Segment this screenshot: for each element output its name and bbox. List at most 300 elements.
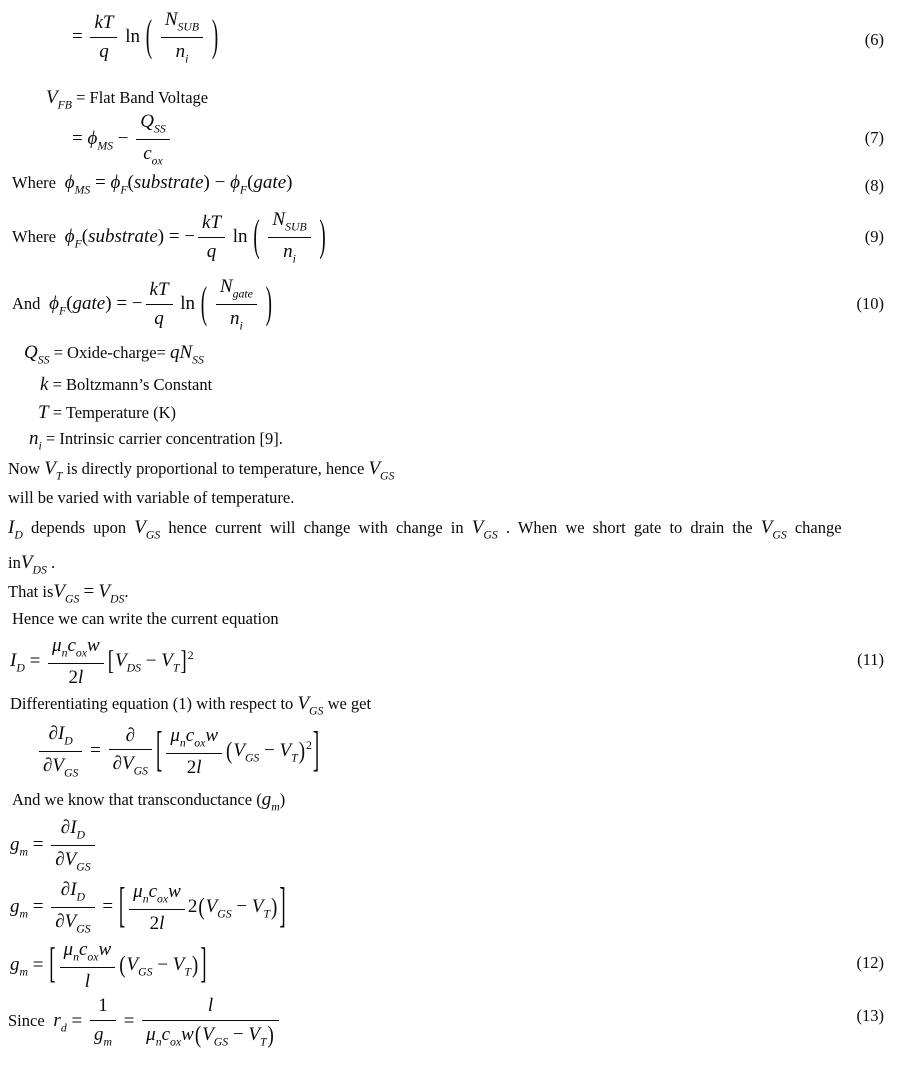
gate-word: gate [72,292,106,314]
subscript: T [172,661,180,675]
numerator [136,110,170,139]
variable: g [261,789,272,810]
variable: Q [24,342,38,363]
right-bracket: ] [180,646,187,677]
subscript: ox [157,891,169,905]
denominator [39,751,82,781]
left-paren: ( [226,737,233,765]
flat-band-voltage-definition [46,86,208,113]
variable-ni [29,428,42,453]
subscript: m [271,800,280,814]
partial-symbol: ∂ [60,879,71,900]
variable: V [279,739,292,761]
subscript: DS [109,592,125,606]
variable: g [93,1023,104,1045]
equation-11 [10,634,194,690]
numerator [48,634,104,663]
variable: c [78,939,88,960]
equals-sign: = [72,25,83,47]
right-paren: ) [265,278,272,329]
equals-sign: = [32,895,44,917]
subscript: D [64,734,73,748]
left-paren: ( [145,11,153,62]
subscript: GS [138,965,153,979]
variable: V [205,895,218,917]
numerator [216,275,257,304]
subscript: ox [87,950,99,964]
denominator: q [198,237,225,264]
number: 2 [186,756,197,778]
variable: V [115,650,127,672]
variable-vgs [134,517,161,542]
text: hence current will change with change in [168,518,464,537]
variable: V [248,1023,260,1045]
right-paren: ) [157,225,165,247]
where-label: Where [12,173,56,192]
minus-sign: − [236,895,248,917]
subscript: FB [57,98,72,112]
variable-id [10,650,25,675]
denominator [136,139,170,169]
left-paren: ( [119,952,126,979]
numerator [268,208,310,237]
subscript: SS [153,122,166,136]
numerator: kT [94,12,114,34]
variable-qnss [169,342,204,367]
equation-10 [12,275,273,334]
subscript: T [184,965,191,979]
numerator: 1 [98,995,108,1016]
variable-vds [20,552,47,577]
minus-sign: − [264,739,275,761]
mu-symbol: μ [146,1023,156,1045]
intrinsic-concentration-definition [29,427,283,454]
left-bracket: [ [49,941,56,989]
subscript: n [73,950,79,964]
fraction-kT-over-q [90,11,117,64]
numerator [129,880,185,909]
subscript: GS [380,469,395,483]
variable: V [122,753,134,775]
since-label: Since [8,1011,45,1031]
paragraph-will-be-varied [8,488,294,509]
text: in [8,553,21,572]
subscript: i [239,319,243,333]
variable: w [87,635,100,656]
right-paren: ) [191,952,199,979]
variable-phi-f [64,225,82,251]
variable: g [10,895,20,917]
subscript: F [74,237,82,251]
variable: n [29,428,39,449]
subscript: ox [151,154,163,168]
equation-number-8: (8) [864,176,884,195]
fraction-mucoxw-over-2l [166,724,222,780]
variable: V [161,650,173,672]
right-paren: ) [211,11,219,62]
variable-id [8,517,23,542]
variable-vgs [53,581,80,606]
minus-sign: − [184,225,196,247]
left-paren: ( [253,211,260,262]
denominator: q [146,304,173,331]
partial-symbol: ∂ [55,849,65,871]
fraction-dId-over-dVgs [39,722,82,781]
variable: I [70,879,77,900]
denominator [129,909,185,936]
variable: w [98,939,112,960]
paragraph-hence [12,609,279,630]
variable: Q [140,111,154,132]
numerator: kT [149,279,169,301]
subscript: DS [126,661,142,675]
variable: c [148,880,158,902]
subscript: DS [32,563,47,577]
variable: V [98,581,110,602]
denominator [90,1020,116,1050]
equation-partial-derivative [36,722,320,781]
variable-vds [98,581,125,606]
variable: n [175,41,186,63]
numerator [161,8,203,37]
equation-number-7: (7) [864,128,884,147]
variable: I [70,817,77,838]
variable-vgs [233,739,260,765]
subscript: GS [76,860,91,874]
equals-sign: = [168,225,180,247]
variable-gm [10,954,28,979]
subscript: gate [232,287,253,301]
denominator [166,753,222,780]
exponent-2: 2 [187,649,194,663]
subscript: GS [244,751,260,765]
equation-number-11: (11) [857,650,884,669]
equation-12 [10,938,208,994]
variable-phi-ms [64,172,91,197]
variable: V [46,87,58,108]
subscript: GS [76,922,91,936]
paragraph-transconductance [12,788,285,815]
variable-gm [261,789,280,814]
fraction-dId-over-dVgs [51,816,94,875]
text: is directly proportional to temperature, hence [66,459,365,478]
subscript: GS [772,528,787,542]
variable: w [205,724,218,746]
variable: c [143,143,152,165]
variable: g [10,954,20,976]
numerator [166,724,222,753]
variable: V [471,517,484,538]
variable: V [368,458,381,479]
subscript: n [155,1035,162,1049]
variable-vgs [760,517,787,542]
left-paren: ( [66,292,73,314]
fraction-kT-over-q [198,211,225,264]
paragraph-in-vds [8,551,55,578]
subscript: T [291,751,298,765]
denominator [216,304,257,334]
gate-word: gate [253,172,287,193]
variable: V [126,954,139,976]
fraction-Qss-over-cox [136,110,170,169]
variable-vds [115,650,142,675]
subscript: F [239,183,248,197]
subscript: F [59,304,67,318]
equation-7 [72,110,173,169]
phi-symbol: ϕ [64,225,75,247]
variable-phi-f [49,292,67,318]
variable: V [172,954,185,976]
variable-vt [44,458,63,483]
right-paren: ) [286,172,293,193]
subscript: m [103,1035,112,1049]
subscript: F [120,183,128,197]
variable-phi-ms [87,127,113,153]
equals-sign: = [32,833,44,855]
equation-number-9: (9) [864,227,884,246]
left-paren: ( [198,893,205,921]
equation-number-12: (12) [856,953,884,972]
minus-sign: − [145,650,157,672]
coefficient-2: 2 [187,895,198,917]
right-paren: ) [203,172,210,193]
variable: V [20,552,33,573]
ln-operator: ln [232,225,248,247]
paragraph-differentiating [10,692,371,719]
numerator [39,722,82,751]
variable: qN [169,342,193,363]
minus-sign: − [232,1023,244,1045]
equation-number-13: (13) [856,1006,884,1025]
denominator [51,907,94,937]
equation-8 [12,171,292,198]
subscript: GS [217,907,232,921]
variable: n [283,241,293,263]
subscript: d [60,1021,67,1035]
left-paren: ( [81,225,89,247]
minus-sign: − [214,172,226,193]
text: And we know that transconductance ( [12,790,262,809]
variable-vgs [205,895,232,921]
denominator [142,1020,279,1050]
denominator [268,237,310,267]
text: Hence we can write the current equation [12,609,279,628]
fraction-Ngate-over-ni [216,275,257,334]
right-bracket: ] [279,879,286,934]
subscript: i [185,52,189,66]
numerator [51,878,94,907]
subscript: D [14,528,23,542]
variable: l [77,667,84,689]
variable: V [52,755,64,777]
partial-symbol: ∂ [55,911,65,933]
equation-gm-definition [10,816,98,875]
minus-sign: − [131,292,143,314]
left-bracket: [ [156,723,163,778]
fraction-dId-over-dVgs [51,878,94,937]
ln-operator: ln [125,25,140,47]
equals-sign: = [90,739,101,761]
subscript: GS [213,1035,229,1049]
subscript: ox [75,646,88,660]
numerator: ∂ [125,724,135,746]
variable-phi-f [110,172,128,197]
definition-text: = Intrinsic carrier concentration [9]. [45,429,283,448]
subscript: m [19,965,28,979]
fraction-l-over-mucoxw [142,994,279,1050]
variable: c [67,635,76,656]
equation-9 [12,208,327,267]
paragraph-that-is [8,580,128,607]
variable: w [181,1023,194,1045]
variable-phi-f [230,172,248,197]
subscript: D [76,890,86,904]
variable: N [272,209,286,230]
ln-operator: ln [180,292,196,314]
subscript: D [16,661,25,675]
variable: r [53,1010,61,1032]
variable-vt [161,650,180,675]
subscript: ox [194,735,206,749]
variable-vt [172,954,191,979]
where-label: Where [12,226,56,246]
variable: l [196,756,202,778]
partial-symbol: ∂ [48,723,58,744]
period: . [124,582,129,601]
text: . When we short gate to drain the [505,518,753,537]
variable: I [10,650,17,672]
subscript: GS [64,592,80,606]
variable: V [64,849,77,871]
mu-symbol: μ [63,939,74,960]
fraction-Nsub-over-ni [161,8,203,67]
fraction-kT-over-q [146,278,173,331]
variable: g [10,833,20,855]
subscript: n [179,735,186,749]
text: Differentiating equation (1) with respect to [10,694,294,713]
equals-sign: = [83,581,95,602]
number: 2 [68,667,78,689]
paragraph-now-vt [8,457,394,484]
subscript: T [259,1035,267,1049]
phi-symbol: ϕ [230,172,240,193]
subscript: n [61,646,68,660]
variable: V [202,1023,214,1045]
equation-number-6: (6) [864,30,884,49]
fraction-mucoxw-over-2l [129,880,185,936]
subscript: SS [192,353,204,367]
variable: l [159,912,165,934]
numerator [51,816,94,845]
mu-symbol: μ [170,724,180,746]
fraction-d-over-dVgs [109,724,152,780]
equals-sign: = [123,1010,135,1032]
mu-symbol: μ [133,880,143,902]
equals-sign: = [71,1010,83,1032]
text: we get [327,694,372,713]
subscript: T [263,907,271,921]
variable: V [297,693,310,714]
fraction-mucoxw-over-l [60,938,116,994]
variable: n [229,308,240,330]
period: . [50,553,56,572]
variable: c [185,724,195,746]
right-paren: ) [267,1021,274,1049]
partial-symbol: ∂ [112,753,122,775]
mu-symbol: μ [52,635,62,656]
left-bracket: [ [107,646,115,677]
variable: I [57,723,65,744]
right-paren: ) [271,893,278,921]
variable: N [219,276,233,297]
subscript: i [292,252,296,266]
numerator: kT [202,212,222,234]
phi-symbol: ϕ [49,292,60,314]
variable: V [251,895,264,917]
variable: c [161,1023,171,1045]
temperature-definition [38,401,176,425]
paragraph-id-depends [8,516,842,543]
subscript: i [38,439,42,453]
text: will be varied with variable of temperature. [8,488,295,507]
definition-text: = Oxide-charge= [53,343,166,362]
boltzmann-constant-definition [40,373,212,397]
substrate-word: substrate [88,225,158,247]
subscript: m [19,845,28,859]
equals-sign: = [102,895,114,917]
denominator: l [60,967,116,994]
subscript: GS [483,528,498,542]
variable: V [760,517,773,538]
subscript: ox [170,1035,182,1049]
left-paren: ( [247,172,254,193]
variable: V [134,517,146,538]
variable-gm [10,895,28,921]
numerator: l [207,995,214,1016]
subscript: GS [309,704,324,718]
right-bracket: ] [200,941,207,989]
equation-number-10: (10) [856,294,884,313]
variable-qss [24,342,50,367]
and-label: And [12,293,41,313]
variable: V [233,739,245,761]
variable-k: k [40,374,49,395]
phi-symbol: ϕ [87,127,98,149]
left-bracket: [ [118,879,126,934]
variable-vt [279,739,298,765]
phi-symbol: ϕ [110,172,121,193]
phi-symbol: ϕ [64,172,75,193]
text: That is [8,582,54,601]
subscript: SS [37,353,50,367]
text: depends upon [30,518,127,537]
right-paren: ) [319,211,326,262]
variable-rd [53,1010,67,1035]
right-bracket: ] [312,723,320,778]
denominator [109,749,152,779]
variable: w [168,880,181,902]
fraction-Nsub-over-ni [268,208,310,267]
equation-gm-expanded [10,878,287,937]
partial-symbol: ∂ [43,755,53,777]
partial-symbol: ∂ [60,817,71,838]
equals-sign: = [72,127,83,149]
left-paren: ( [127,172,134,193]
left-paren: ( [200,278,208,329]
equals-sign: = [116,292,128,314]
equals-sign: = [95,172,106,193]
subscript: GS [133,764,148,778]
